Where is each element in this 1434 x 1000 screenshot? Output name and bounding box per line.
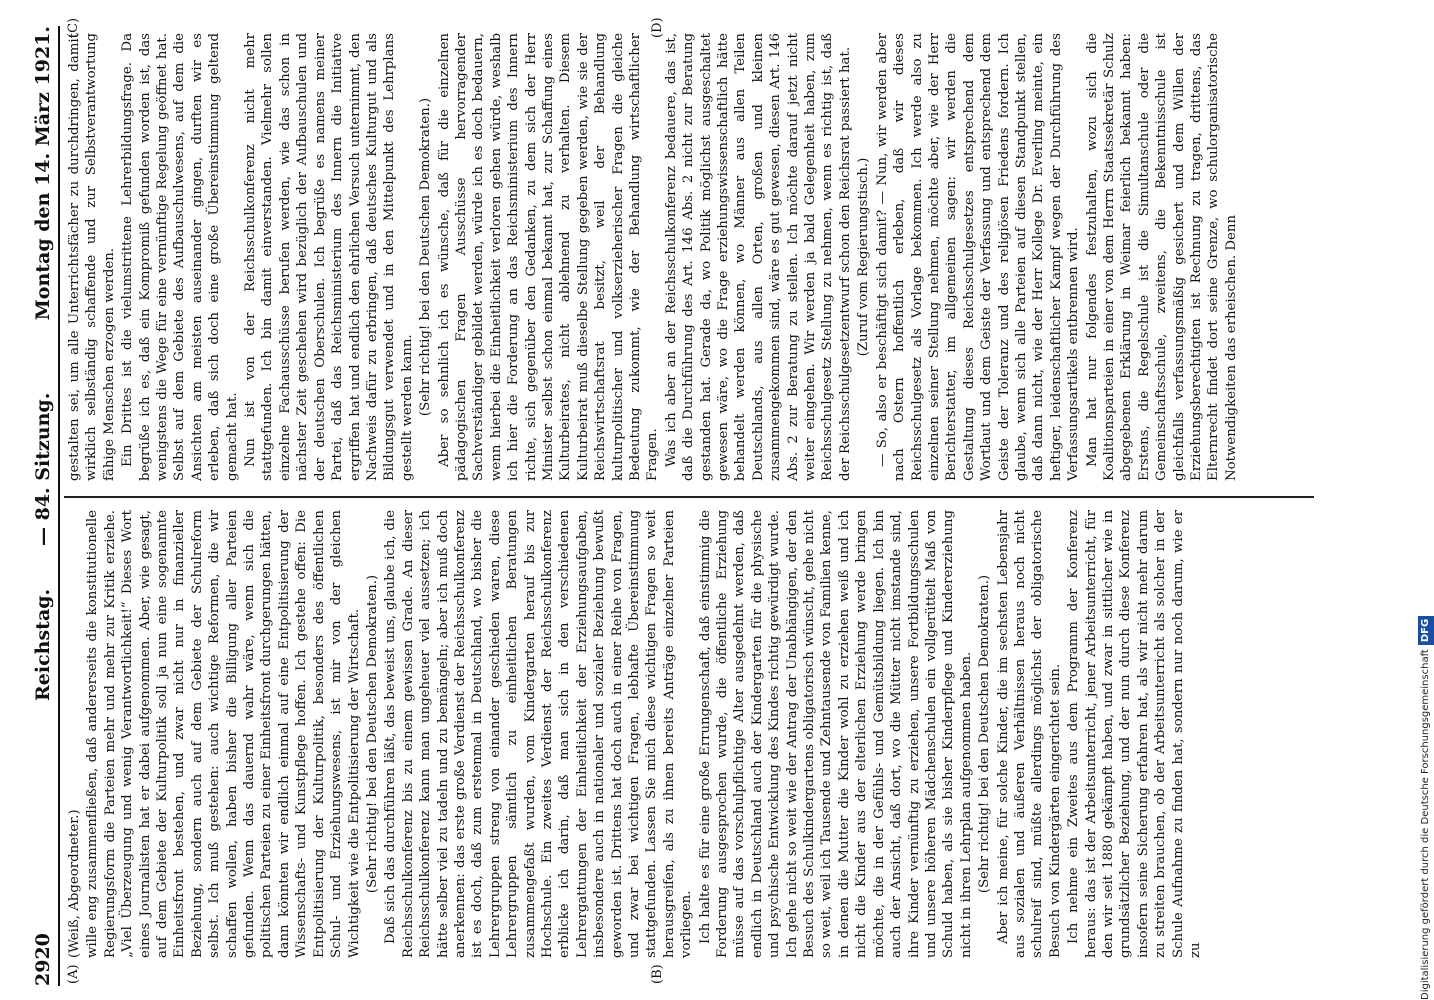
header-session: — 84. Sitzung. bbox=[32, 392, 54, 546]
page-header bbox=[30, 26, 58, 986]
paragraph: Nun ist von der Reichsschulkonferenz nicht mehr stattgefunden. Ich bin damit einverstanden. Vielmehr sollen einzelne Fachausschüsse berufen werden, wie das schon in nächster Zeit geschehen wird bezüglich der Aufbauschulen und der deutschen Oberschulen. Ich begrüße es namens meiner Partei, daß das Reichsministerium des Innern die Initiative ergriffen hat und endlich den ehrlichen Versuch unternimmt, den Nachweis dafür zu erbringen, daß deutsches Kulturgut und als Bildungsgut verwendet und in den Mittelpunkt des Lehrplans gestellt werden kann. bbox=[243, 33, 415, 481]
paragraph: — So, also er beschäftigt sich damit? — Nun, wir werden aber nach Ostern hoffentlich erleben, daß wir dieses Reichsschulgesetz als Vorlage bekommen. Ich werde also zu einzelnen seiner Stellung nehmen, möchte aber, wie der Herr Berichterstatter, im allgemeinen sagen: wir werden die Gestaltung dieses Reichsschulgesetzes entsprechend dem Wortlaut und dem Geiste der Verfassung und entsprechend dem Geiste der Toleranz und des religiösen Friedens fordern. Ich glaube, wenn sich alle Parteien auf diesen Standpunkt stellen, daß dann nicht, wie der Herr Kollege Dr. Everling meinte, ein heftiger, leidenschaftlicher Kampf wegen der Durchführung des Verfassungsartikels entbrennen wird. bbox=[874, 33, 1082, 481]
credit-text: Digitalisierung gefördert durch die Deutsche Forschungsgemeinschaft bbox=[1420, 649, 1431, 1000]
paragraph: Man hat nur folgendes festzuhalten, wozu sich die Koalitionsparteien in einer von dem Herrn Staatssekretär Schulz abgegebenen Erklärung in Weimar feierlich bekannt haben: Erstens, die Regelschule ist die Simultanschule oder die Gemeinschaftsschule, zweitens, die Bekenntnisschule ist gleichfalls verfassungsmäßig gesichert und dem Willen der Erziehungsberechtigten ist Rechnung zu tragen, drittens, das Elternrecht findet dort seine Grenze, wo schulorganisatorische Notwendigkeiten das erheischen. Denn bbox=[1084, 33, 1239, 481]
column-divider bbox=[64, 496, 1314, 498]
paragraph: gestalten sei, um alle Unterrichtsfächer zu durchdringen, damit wirklich selbständig schaffende und zur Selbstverantwortung fähige Menschen erzogen werden. bbox=[67, 33, 117, 481]
header-date: Montag den 14. März 1921. bbox=[32, 26, 54, 321]
paragraph: Aber so sehnlich ich es wünsche, daß für die einzelnen pädagogischen Fragen Ausschüsse hervorragender Sachverständiger gebildet werden, würde ich es doch bedauern, wenn hierbei die Einheitlichkeit verloren gehen würde, weshalb ich hier die Forderung an das Reichsministerium des Innern richte, sich gegenüber den Gedanken, zu dem sich der Herr Minister selbst schon einmal bekannt hat, zur Schaffung eines Kulturbeirates, nicht ablehnend zu verhalten. Diesem Kulturbeirat muß dieselbe Stellung gegeben werden, wie sie der Reichswirtschaftsrat besitzt, weil der Behandlung kulturpolitischer und volkserzieherischer Fragen die gleiche Bedeutung zukommt, wie der Behandlung wirtschaftlicher Fragen. bbox=[436, 33, 661, 481]
margin-marker-c: (C) bbox=[66, 17, 81, 38]
paragraph: Aber ich meine, für solche Kinder, die im sechsten Lebensjahr aus sozialen und äußeren Verhältnissen heraus noch nicht schulreif sind, müßte allerdings möglichst der obligatorische Besuch von Kindergärten eingerichtet sein. bbox=[995, 510, 1063, 958]
interjection: (Sehr richtig! bei den Deutschen Demokraten.) bbox=[977, 574, 993, 894]
dfg-logo: DFG bbox=[1418, 616, 1434, 645]
paragraph: wille eng zusammenfließen, daß andererseits die konstitutionelle Regierungsform die Parteien mehr und mehr zur Kritik erziehe. „Viel Überzeugung und wenig Verantwortlichkeit!“ Dieses Wort eines Journalisten hat er dabei aufgenommen. Aber, wie gesagt, auf dem Gebiete der Kulturpolitik soll ja nun eine sogenannte Einheitsfront bestehen, und zwar nicht nur in finanzieller Beziehung, sondern auch auf dem Gebiete der Schulreform selbst. Ich muß gestehen: auch wichtige Reformen, die wir schaffen wollen, haben bisher die Billigung aller Parteien gefunden. Wenn das dauernd wahr wäre, wenn sich die politischen Parteien zu einer Einheitsfront durchgerungen hätten, dann könnten wir endlich einmal auf eine Entpolitisierung der Wissenschafts- und Kunstpflege hoffen. Ich gestehe offen: Die Entpolitisierung der Kulturpolitik, besonders des öffentlichen Schul- und Erziehungswesens, ist mir von der gleichen Wichtigkeit wie die Entpolitisierung der Wirtschaft. bbox=[85, 510, 362, 958]
header-title: Reichstag. bbox=[32, 588, 54, 701]
right-text-column bbox=[66, 33, 1306, 481]
paragraph: Ein Drittes ist die vielumstrittene Lehrerbildungsfrage. Da begrüße ich es, daß ein Kompromiß gefunden worden ist, das wenigstens die Wege für eine vernünftige Regelung geöffnet hat. Selbst auf dem Gebiete des Aufbauschulwesens, auf dem die Ansichten am meisten auseinander gingen, durften wir es erleben, daß sich doch eine große Übereinstimmung geltend gemacht hat. bbox=[120, 33, 240, 481]
digitization-credit bbox=[1418, 0, 1434, 1000]
interjection: (Zuruf vom Regierungstisch.) bbox=[856, 157, 872, 357]
interjection: (Sehr richtig! bei den Deutschen Demokraten.) bbox=[418, 97, 434, 417]
left-text-column bbox=[66, 510, 1306, 958]
paragraph: Daß sich das durchführen läßt, das beweist uns, glaube ich, die Reichsschulkonferenz bis zu einem gewissen Grade. An dieser Reichsschulkonferenz kann man ungeheuer viel aussetzen; ich hätte selber viel zu tadeln und zu bemängeln; aber ich muß doch anerkennen: das erste große Verdienst der Reichsschulkonferenz ist es doch, daß zum erstenmal in Deutschland, wo bisher die Lehrergruppen streng von einander geschieden waren, diese Lehrergruppen sämtlich zu einheitlichen Beratungen zusammengefaßt wurden, vom Kindergarten herauf bis zur Hochschule. Ein zweites Verdienst der Reichsschulkonferenz erblicke ich darin, daß man sich in den verschiedenen Lehrergattungen der Einheitlichkeit der Erziehungsaufgaben, insbesondere auch in nationaler und sozialer Beziehung bewußt geworden ist. Drittens hat doch auch in einer Reihe von Fragen, und zwar bei wichtigen Fragen, lebhafte Übereinstimmung stattgefunden. Lassen Sie mich diese wichtigen Fragen so weit herausgreifen, als zu ihnen bereits Anträge einzelner Parteien vorliegen. bbox=[383, 510, 695, 958]
page-number: 2920 bbox=[32, 933, 54, 986]
paragraph: Was ich aber an der Reichsschulkonferenz bedauere, das ist, daß die Durchführung des Art. 146 Abs. 2 nicht zur Beratung gestanden hat. Gerade da, wo Politik möglichst ausgeschaltet gewesen wäre, wo die Frage erziehungswissenschaftlich hätte behandelt werden können, wo Männer aus allen Teilen Deutschlands, aus allen Orten, großen und kleinen zusammengekommen sind, wäre es gut gewesen, diesen Art. 146 Abs. 2 zur Beratung zu stellen. Ich möchte darauf jetzt nicht weiter eingehen. Wir werden ja bald Gelegenheit haben, zum Reichsschulgesetz Stellung zu nehmen, wenn es richtig ist, daß der Reichsschulgesetzentwurf schon den Reichsrat passiert hat. bbox=[663, 33, 853, 481]
interjection: (Sehr richtig! bei den Deutschen Demokraten.) bbox=[364, 574, 380, 894]
paragraph: Ich halte es für eine große Errungenschaft, daß einstimmig die Forderung ausgesprochen wurde, die öffentliche Erziehung müsse auf das vorschulpflichtige Alter ausgedehnt werden, daß endlich in Deutschland auch der Kindergarten für die physische und psychische Entwicklung des Kindes richtig gewürdigt wurde. Ich gehe nicht so weit wie der Antrag der Unabhängigen, der den Besuch des Schulkindergartens obligatorisch wünscht, gehe nicht so weit, weil ich Tausende und Zehntausende von Familien kenne, in denen die Mutter die Kinder wohl zu erziehen weiß und ich nicht die Kinder aus der elterlichen Erziehung werde bringen möchte, die in der Gefühls- und Gemütsbildung liegen. Ich bin auch der Ansicht, daß dort, wo die Mütter nicht imstande sind, ihre Kinder vernünftig zu erziehen, unsere Fortbildungsschulen und unsere höheren Mädchenschulen ein vollgerüttelt Maß von Schuld haben, als sie bisher Kinderpflege und Kindererziehung nicht in ihren Lehrplan aufgenommen haben. bbox=[697, 510, 974, 958]
speaker-note: (Weiß, Abgeordneter.) bbox=[67, 809, 82, 958]
header-rule bbox=[58, 26, 60, 986]
margin-marker-b: (B) bbox=[650, 964, 665, 984]
paragraph: Ich nehme ein Zweites aus dem Programm der Konferenz heraus: das ist der Arbeitsunterricht, jener Arbeitsunterricht, für den wir seit 1880 gekämpft haben, und zwar in sittlicher wie in grundsätzlicher Beziehung, und der nun durch diese Konferenz insofern seine Sicherung erfahren hat, als wir nicht mehr darum zu streiten brauchen, ob der Arbeitsunterricht als solcher in der Schule Aufnahme zu finden hat, sondern nur noch darum, wie er zu bbox=[1066, 510, 1203, 958]
margin-marker-a: (A) bbox=[66, 964, 81, 984]
margin-marker-d: (D) bbox=[650, 17, 665, 38]
scanned-page bbox=[30, 17, 1350, 986]
